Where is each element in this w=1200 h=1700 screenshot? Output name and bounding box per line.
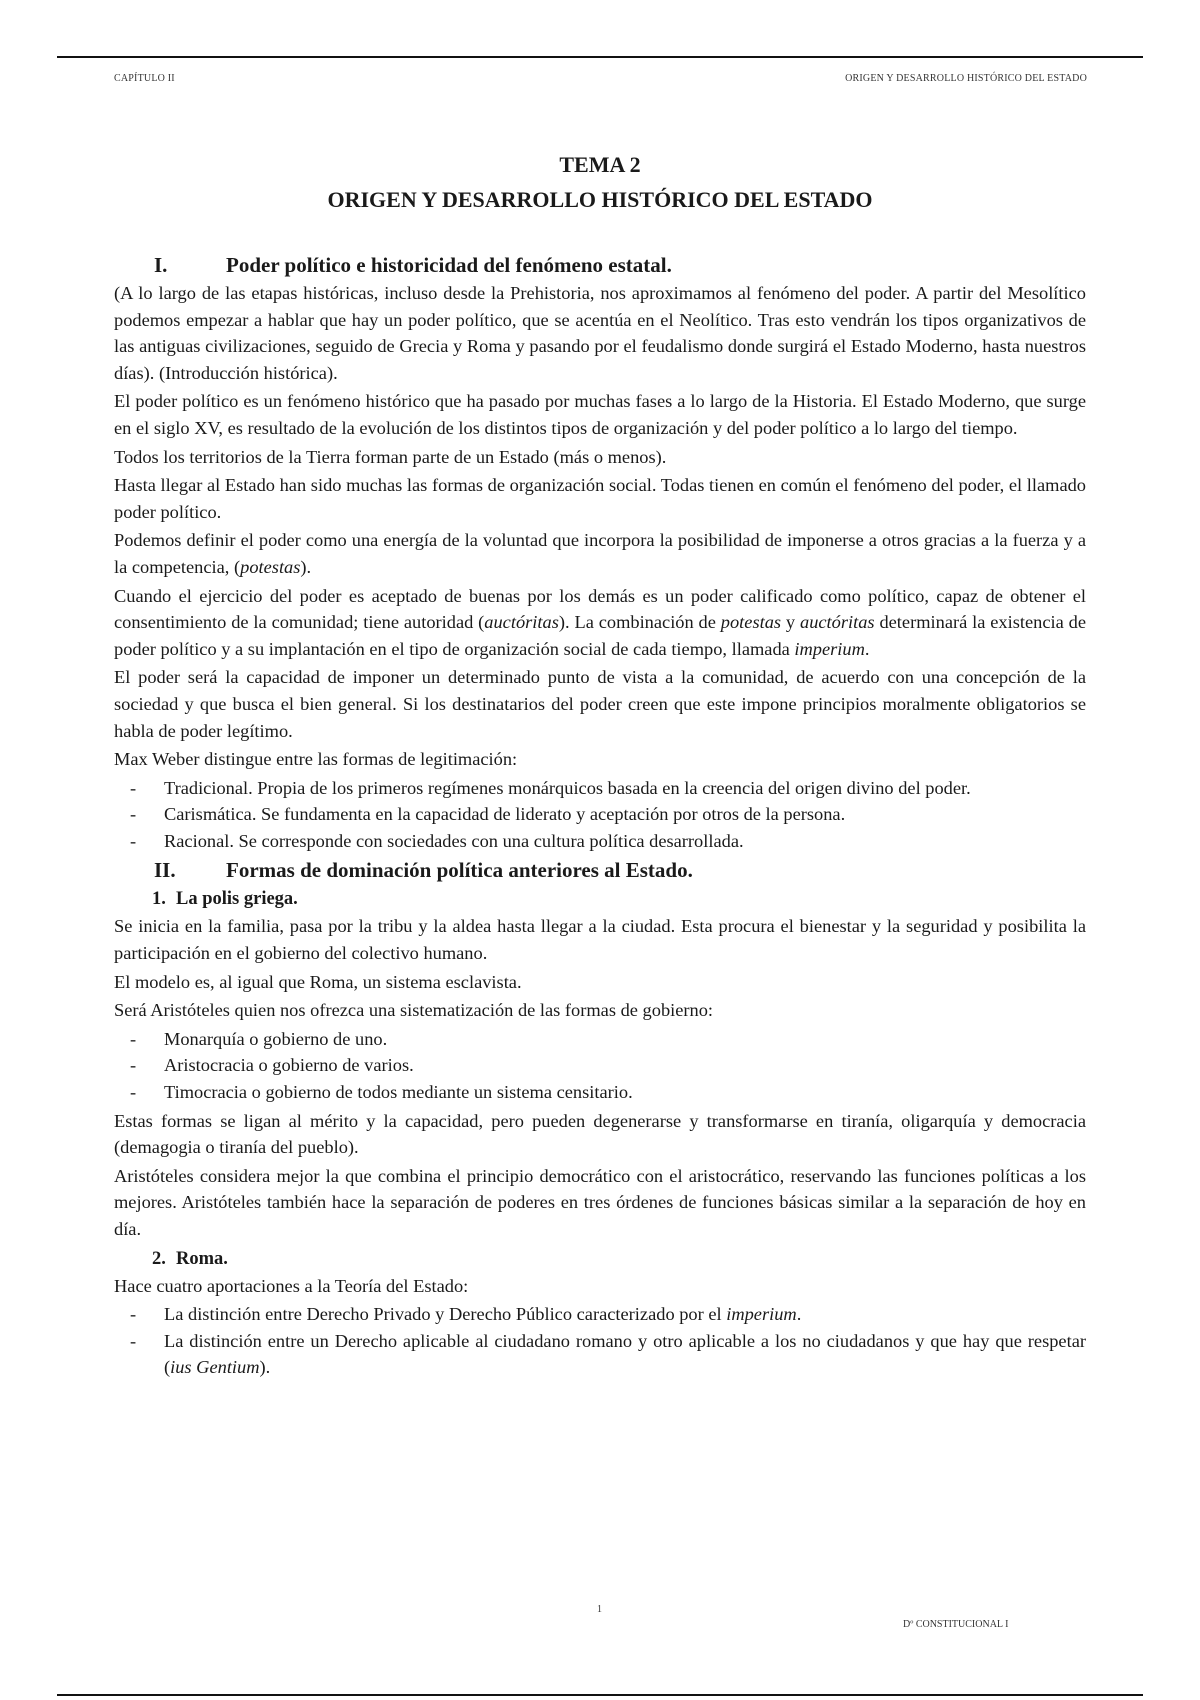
list-dash: -: [130, 1330, 137, 1351]
document-body: [114, 251, 1086, 1383]
text-run: .: [796, 1304, 802, 1325]
footer-rule: [57, 1694, 1143, 1696]
subsection-number: 1.: [152, 889, 166, 910]
text-run: ).: [300, 556, 312, 577]
title-line-2: ORIGEN Y DESARROLLO HISTÓRICO DEL ESTADO: [327, 187, 873, 212]
paragraph: Hasta llegar al Estado han sido muchas las formas de organización social. Todas tienen en común el fenómeno del poder, el llamado poder político.: [114, 475, 1086, 522]
paragraph: El modelo es, al igual que Roma, un sistema esclavista.: [114, 971, 522, 992]
header-rule: [57, 56, 1143, 58]
list-item-text: Racional. Se corresponde con sociedades con una cultura política desarrollada.: [164, 830, 744, 851]
italic-term: potestas: [240, 556, 301, 577]
section-heading-2: [114, 856, 1086, 884]
section-title: Poder político e historicidad del fenómeno estatal.: [226, 253, 672, 277]
subsection-title: La polis griega.: [176, 889, 298, 910]
list-dash: -: [130, 1082, 137, 1103]
text-run: ).: [259, 1357, 271, 1378]
text-run: determinará la existencia de poder político y a su implantación en el tipo de organización social de cada tiempo, llamada: [114, 612, 1086, 659]
paragraph: Aristóteles considera mejor la que combina el principio democrático con el aristocrático, reservando las funciones políticas a los mejores. Aristóteles también hace la separación de poderes en tres órdenes de funciones básicas similar a la separación de hoy en día.: [114, 1165, 1086, 1239]
list-dash: -: [130, 1055, 137, 1076]
section-heading-1: [114, 251, 1086, 279]
text-run: La distinción entre Derecho Privado y Derecho Público caracterizado por el: [164, 1304, 727, 1325]
italic-term: auctóritas: [800, 612, 875, 633]
paragraph: Será Aristóteles quien nos ofrezca una sistematización de las formas de gobierno:: [114, 1000, 714, 1021]
paragraph: [114, 583, 1086, 663]
list-item: [114, 801, 1086, 828]
section-number: I.: [154, 253, 168, 277]
paragraph: Se inicia en la familia, pasa por la tribu y la aldea hasta llegar a la ciudad. Esta procura el bienestar y la seguridad y posibilita la participación en el gobierno del colectivo humano.: [114, 916, 1086, 964]
list-item: [114, 828, 1086, 855]
list-item: [114, 1079, 1086, 1106]
subsection-heading-polis: [114, 885, 1086, 913]
list-dash: -: [130, 1304, 137, 1325]
list-dash: -: [130, 830, 137, 851]
text-run: Cuando el ejercicio del poder es aceptado de buenas por los demás es un poder calificado como político, capaz de obtener el consentimiento de la comunidad; tiene autoridad (: [114, 585, 1086, 633]
government-forms-list: [114, 1026, 1086, 1106]
document-title: [114, 147, 1086, 217]
list-item-text: Tradicional. Propia de los primeros regímenes monárquicos basada en la creencia del origen divino del poder.: [164, 777, 971, 798]
page-number: 1: [597, 1604, 602, 1615]
paragraph: (A lo largo de las etapas históricas, incluso desde la Prehistoria, nos aproximamos al fenómeno del poder. A partir del Mesolítico podemos empezar a hablar que hay un poder político, que se acentúa en el Neolítico. Tras esto vendrán los tipos organizativos de las antiguas civilizaciones, seguido de Grecia y Roma y pasando por el feudalismo donde surgirá el Estado Moderno, hasta nuestros días). (Introducción histórica).: [114, 283, 1086, 383]
list-item: [114, 1026, 1086, 1053]
list-item-text: Aristocracia o gobierno de varios.: [164, 1055, 414, 1076]
text-run: Podemos definir el poder como una energía de la voluntad que incorpora la posibilidad de imponerse a otros gracias a la fuerza y a la competencia, (: [114, 530, 1086, 577]
italic-term: imperium: [794, 638, 865, 659]
running-header-title: ORIGEN Y DESARROLLO HISTÓRICO DEL ESTADO: [845, 73, 1087, 84]
subsection-title: Roma.: [176, 1248, 228, 1269]
list-item-text: Monarquía o gobierno de uno.: [164, 1028, 388, 1049]
running-header-chapter: CAPÍTULO II: [114, 73, 175, 84]
italic-term: imperium: [726, 1304, 797, 1325]
footer-course-title: Dº CONSTITUCIONAL I: [903, 1619, 1009, 1630]
rome-contributions-list: [114, 1301, 1086, 1381]
section-number: II.: [154, 858, 176, 883]
paragraph: Max Weber distingue entre las formas de legitimación:: [114, 749, 518, 770]
legitimation-list: [114, 775, 1086, 855]
text-run: La distinción entre un Derecho aplicable al ciudadano romano y otro aplicable a los no ciudadanos y que hay que respetar (: [164, 1330, 1086, 1378]
list-dash: -: [130, 777, 137, 798]
list-item-text: Carismática. Se fundamenta en la capacidad de liderato y aceptación por otros de la persona.: [164, 804, 846, 825]
list-item: [114, 1052, 1086, 1079]
subsection-heading-roma: [114, 1245, 1086, 1273]
list-item: [114, 1301, 1086, 1328]
list-dash: -: [130, 1028, 137, 1049]
text-run: ). La combinación de: [558, 612, 721, 633]
italic-term: ius Gentium: [170, 1357, 260, 1378]
italic-term: potestas: [720, 612, 782, 633]
list-item: [114, 775, 1086, 802]
paragraph: Estas formas se ligan al mérito y la capacidad, pero pueden degenerarse y transformarse en tiranía, oligarquía y democracia (demagogia o tiranía del pueblo).: [114, 1110, 1086, 1158]
list-item: [114, 1328, 1086, 1381]
text-run: y: [781, 612, 800, 633]
section-title: Formas de dominación política anteriores al Estado.: [226, 858, 693, 883]
list-dash: -: [130, 804, 137, 825]
paragraph: Todos los territorios de la Tierra forman parte de un Estado (más o menos).: [114, 446, 667, 467]
paragraph: El poder será la capacidad de imponer un determinado punto de vista a la comunidad, de acuerdo con una concepción de la sociedad y que busca el bien general. Si los destinatarios del poder creen que este impone principios moralmente obligatorios se habla de poder legítimo.: [114, 667, 1086, 741]
paragraph: El poder político es un fenómeno histórico que ha pasado por muchas fases a lo largo de la Historia. El Estado Moderno, que surge en el siglo XV, es resultado de la evolución de los distintos tipos de organización y del poder político a lo largo del tiempo.: [114, 391, 1086, 438]
italic-term: auctóritas: [484, 612, 559, 633]
text-run: .: [864, 638, 870, 659]
subsection-number: 2.: [152, 1248, 166, 1269]
title-line-1: TEMA 2: [559, 152, 641, 177]
list-item-text: Timocracia o gobierno de todos mediante un sistema censitario.: [164, 1082, 633, 1103]
paragraph: Hace cuatro aportaciones a la Teoría del Estado:: [114, 1275, 469, 1296]
paragraph: [114, 527, 1086, 580]
